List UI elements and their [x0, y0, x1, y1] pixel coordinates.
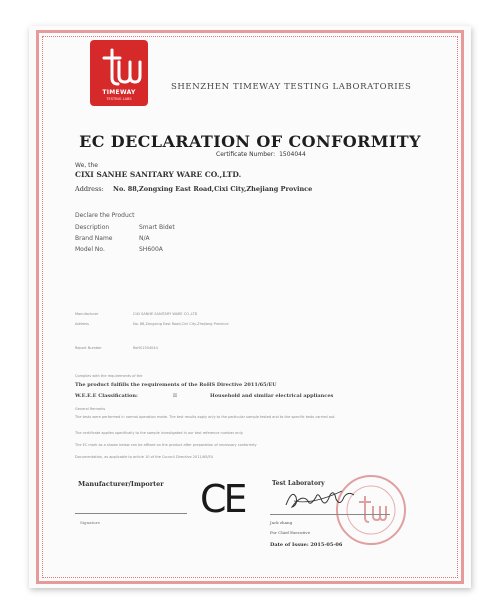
report-number-value: RoHS1504044 — [133, 346, 158, 350]
weee-label: W.E.E.E Classification: — [75, 393, 138, 399]
remark-line: The tests were performed in normal operation mode. The test results apply only to the particular sample tested and to the specific tests carried out. — [75, 415, 336, 419]
manufacturer-row-value: CIXI SANHE SANITARY WARE CO.,LTD — [133, 312, 198, 316]
tw-logo-icon — [90, 44, 148, 88]
product-row-label: Description — [75, 224, 110, 231]
rohs-statement: The product fulfills the requirements of the RoHS Directive 2011/65/EU — [75, 382, 277, 388]
document-title: EC DECLARATION OF CONFORMITY — [79, 132, 421, 151]
weee-classification — [75, 393, 334, 399]
logo-subtitle: TESTING LABS — [106, 97, 132, 101]
timeway-logo — [90, 40, 148, 106]
remark-line: Documentation, as applicable to article 10 of the Council Directive 2011/65/EU — [75, 455, 214, 459]
company-address — [75, 185, 312, 193]
product-row-value: N/A — [139, 235, 150, 242]
certificate-label: Certificate Number: — [216, 151, 276, 158]
remark-line: The EC mark as a shown below can be affixed on the product after preparation of necessary conformity — [75, 443, 257, 447]
handwritten-signature — [282, 483, 362, 513]
manufacturer-importer-label: Manufacturer/Importer — [78, 480, 164, 488]
signature-line — [270, 514, 390, 515]
manufacturer-row — [75, 322, 228, 326]
product-row — [75, 224, 175, 231]
manufacturer-row-value: No. 88,Zongxing East Road,Cixi City,Zhejiang Province — [133, 322, 229, 326]
manufacturer-row — [75, 312, 197, 316]
signer-name: Jack zhang — [270, 520, 293, 525]
signature-line — [75, 513, 187, 514]
manufacturer-row-label: Manufacturer — [75, 312, 99, 316]
product-row — [75, 235, 150, 242]
product-row-label: Brand Name — [75, 235, 113, 242]
remark-line: The certificate applies specifically to the sample investigated in our test reference number only. — [75, 431, 244, 435]
weee-value: II — [173, 393, 177, 399]
address-label: Address: — [75, 185, 104, 193]
signer-title: For Chief Executive — [270, 530, 311, 535]
address-value: No. 88,Zongxing East Road,Cixi City,Zhejiang Province — [113, 185, 313, 193]
signature-label: Signature — [80, 520, 101, 525]
certificate-value: 1504044 — [279, 151, 306, 158]
manufacturer-row-label: Address — [75, 322, 89, 326]
product-row-value: Smart Bidet — [139, 224, 175, 231]
company-name: CIXI SANHE SANITARY WARE CO.,LTD. — [75, 170, 242, 179]
test-laboratory-label: Test Laboratory — [272, 480, 325, 487]
logo-brand: TIMEWAY — [102, 89, 136, 96]
issue-date: Date of Issue: 2015-05-06 — [270, 542, 343, 548]
compliance-intro: Complies with the requirements of the — [75, 374, 143, 378]
we-the: We, the — [75, 162, 98, 169]
certificate-number — [216, 151, 306, 158]
product-row-label: Model No. — [75, 246, 105, 253]
lab-name: SHENZHEN TIMEWAY TESTING LABORATORIES — [171, 82, 412, 92]
remarks-heading: General Remarks — [75, 407, 106, 411]
weee-category: Household and similar electrical appliances — [210, 393, 334, 399]
report-number-label: Report Number — [75, 346, 102, 350]
product-heading: Declare the Product — [75, 212, 135, 219]
product-row-value: SH600A — [139, 246, 163, 253]
ce-mark: CE — [200, 477, 245, 521]
product-row — [75, 246, 163, 253]
report-number-row — [75, 346, 158, 350]
